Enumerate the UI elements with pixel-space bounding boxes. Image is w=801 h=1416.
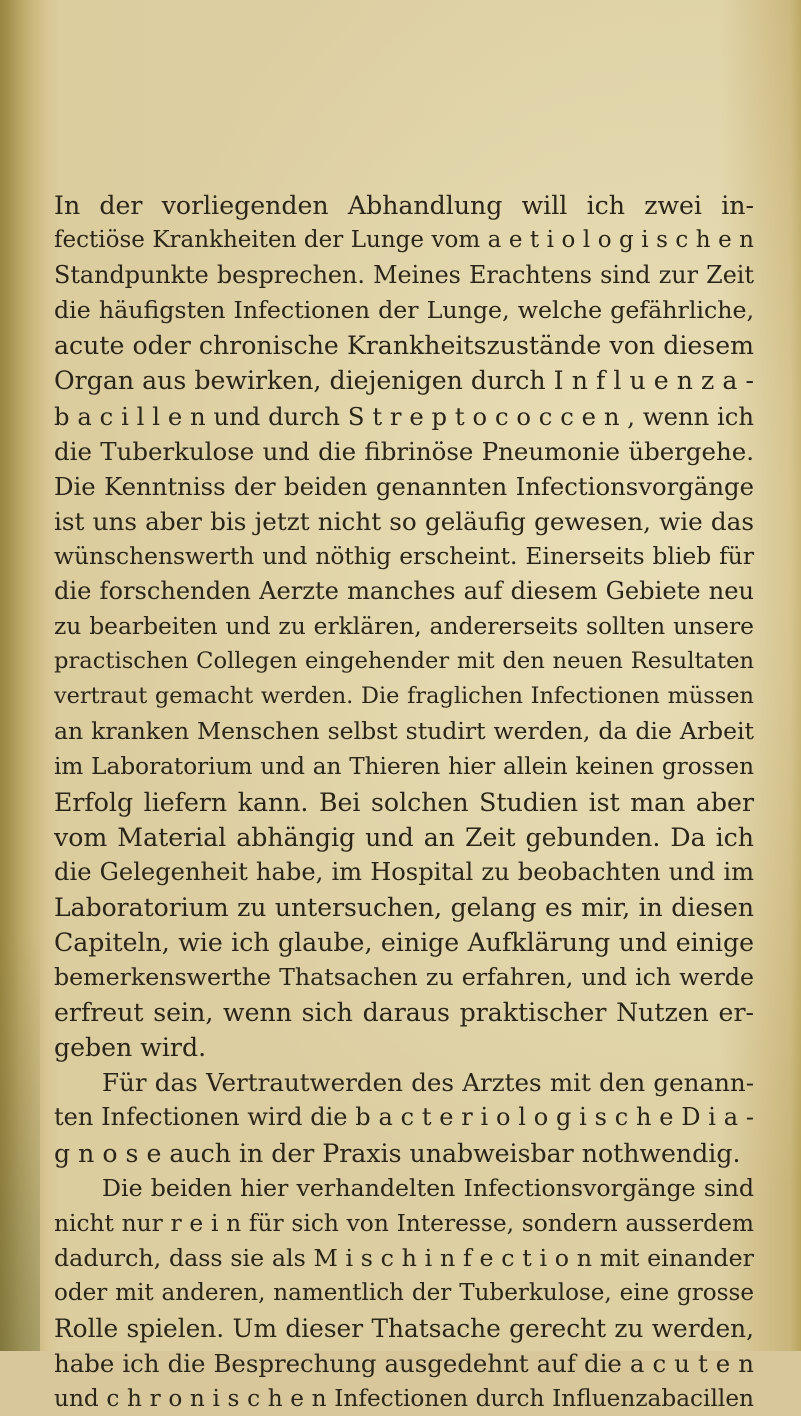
text-line: Erfolg liefern kann. Bei solchen Studien ist man aber bbox=[54, 787, 754, 817]
text-line: fectiöse Krankheiten der Lunge vom a e t i o l o g i s c h e n bbox=[54, 227, 754, 254]
text-line: geben wird. bbox=[54, 1033, 207, 1063]
text-line: habe ich die Besprechung ausgedehnt auf die a c u t e n bbox=[54, 1349, 754, 1379]
text-line: Rolle spielen. Um dieser Thatsache gerecht zu werden, bbox=[54, 1314, 754, 1343]
text-line: Capiteln, wie ich glaube, einige Aufklärung und einige bbox=[54, 927, 754, 957]
text-line: im Laboratorium und an Thieren hier allein keinen grossen bbox=[54, 753, 754, 780]
text-line: vom Material abhängig und an Zeit gebunden. Da ich bbox=[54, 822, 754, 852]
text-line: bemerkenswerthe Thatsachen zu erfahren, und ich werde bbox=[54, 963, 754, 992]
text-line: wünschenswerth und nöthig erscheint. Einerseits blieb für bbox=[54, 541, 754, 570]
body-text bbox=[54, 188, 754, 1416]
page-stain bbox=[0, 931, 40, 1351]
text-line: Organ aus bewirken, diejenigen durch I n f l u e n z a - bbox=[54, 366, 754, 396]
text-line: Standpunkte besprechen. Meines Erachtens sind zur Zeit bbox=[54, 261, 754, 290]
text-line: g n o s e auch in der Praxis unabweisbar nothwendig. bbox=[54, 1138, 741, 1168]
text-line: b a c i l l e n und durch S t r e p t o c o c c e n , wenn ich bbox=[54, 401, 754, 431]
text-line: Laboratorium zu untersuchen, gelang es mir, in diesen bbox=[54, 892, 754, 922]
text-line: die Tuberkulose und die fibrinöse Pneumonie übergehe. bbox=[54, 436, 754, 466]
text-line: Die beiden hier verhandelten Infectionsvorgänge sind bbox=[102, 1173, 754, 1202]
text-line: nicht nur r e i n für sich von Interesse, sondern ausserdem bbox=[54, 1209, 754, 1237]
text-line: ist uns aber bis jetzt nicht so geläufig gewesen, wie das bbox=[54, 506, 754, 536]
text-line: dadurch, dass sie als M i s c h i n f e c t i o n mit einander bbox=[54, 1243, 754, 1272]
text-line: ten Infectionen wird die b a c t e r i o l o g i s c h e D i a - bbox=[54, 1103, 754, 1132]
text-line: vertraut gemacht werden. Die fraglichen Infectionen müssen bbox=[54, 683, 754, 710]
text-line: die häufigsten Infectionen der Lunge, welche gefährliche, bbox=[54, 296, 754, 325]
text-line: practischen Collegen eingehender mit den neuen Resultaten bbox=[54, 648, 754, 675]
text-line: an kranken Menschen selbst studirt werden, da die Arbeit bbox=[54, 717, 754, 746]
text-line: In der vorliegenden Abhandlung will ich zwei in- bbox=[54, 191, 754, 220]
text-line: zu bearbeiten und zu erklären, andererseits sollten unsere bbox=[54, 612, 754, 641]
text-line: die forschenden Aerzte manches auf diesem Gebiete neu bbox=[54, 577, 754, 606]
text-line: acute oder chronische Krankheitszustände von diesem bbox=[54, 331, 754, 361]
text-line: erfreut sein, wenn sich daraus praktischer Nutzen er- bbox=[54, 998, 754, 1028]
text-line: Für das Vertrautwerden des Arztes mit den genann- bbox=[102, 1068, 754, 1098]
text-line: Die Kenntniss der beiden genannten Infectionsvorgänge bbox=[54, 471, 754, 501]
text-line: die Gelegenheit habe, im Hospital zu beobachten und im bbox=[54, 857, 754, 886]
text-line: und c h r o n i s c h e n Infectionen durch Influenzabacillen bbox=[54, 1385, 754, 1413]
text-line: oder mit anderen, namentlich der Tuberkulose, eine grosse bbox=[54, 1279, 754, 1306]
